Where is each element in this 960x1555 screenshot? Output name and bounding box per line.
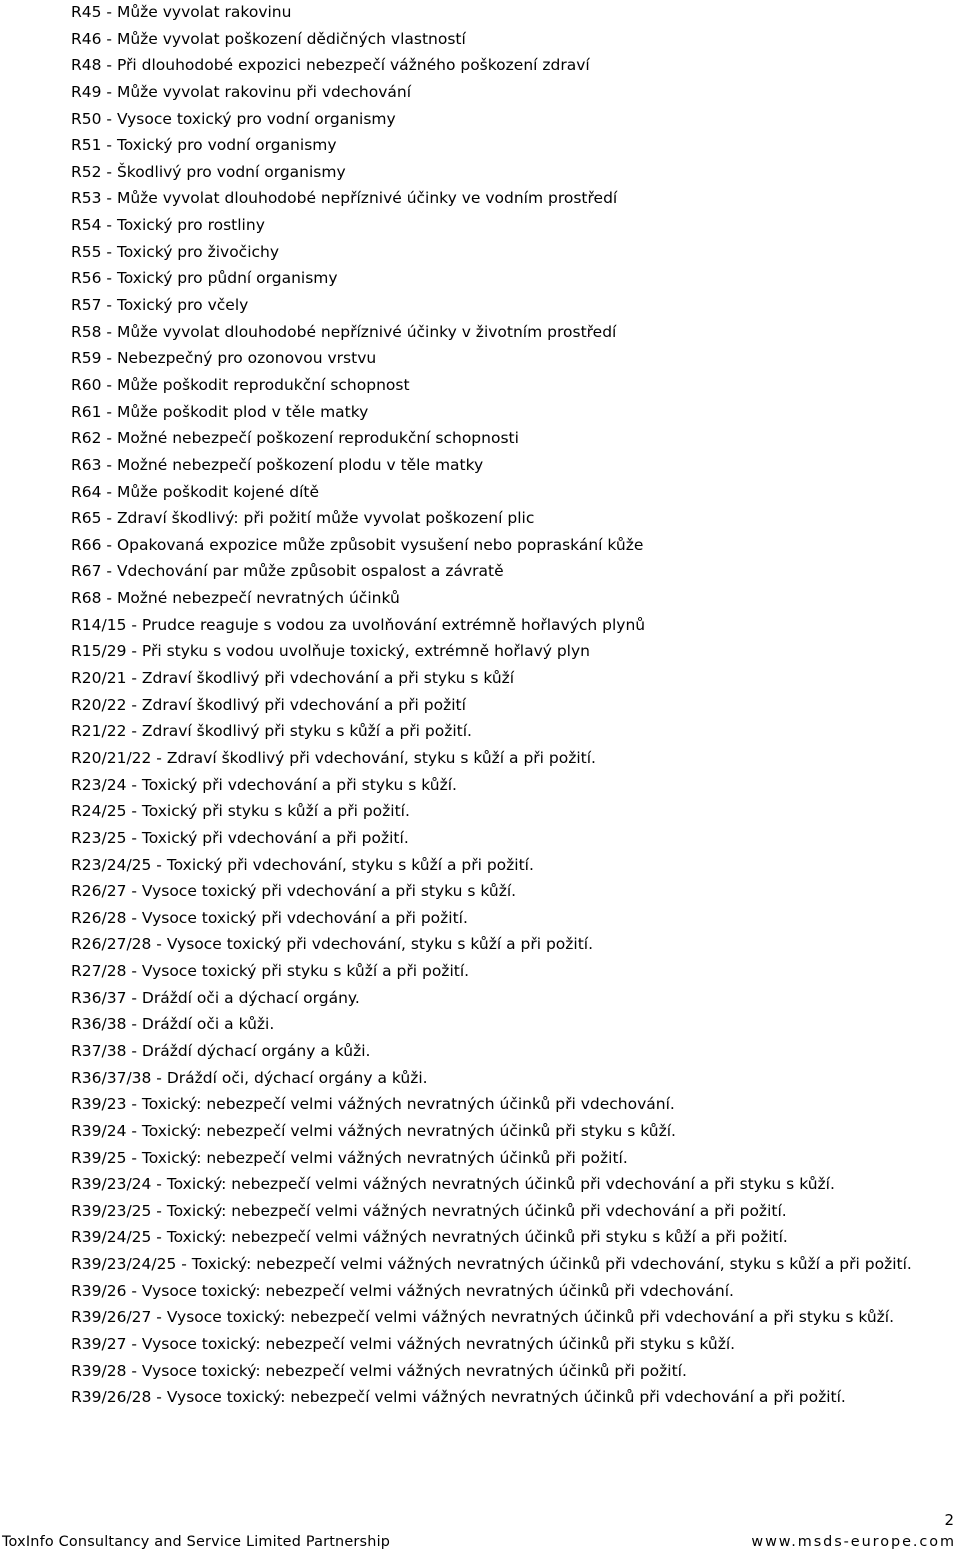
risk-phrase: R36/37 - Dráždí oči a dýchací orgány. xyxy=(71,988,360,1007)
risk-phrase: R54 - Toxický pro rostliny xyxy=(71,216,265,235)
risk-phrase: R53 - Může vyvolat dlouhodobé nepříznivé účinky ve vodním prostředí xyxy=(71,189,618,208)
risk-phrase: R27/28 - Vysoce toxický při styku s kůží a při požití. xyxy=(71,962,470,981)
risk-phrase: R60 - Může poškodit reprodukční schopnost xyxy=(71,375,410,394)
risk-phrase: R39/23/25 - Toxický: nebezpečí velmi vážných nevratných účinků při vdechování a při požití. xyxy=(71,1201,787,1220)
risk-phrase: R39/27 - Vysoce toxický: nebezpečí velmi vážných nevratných účinků při styku s kůží. xyxy=(71,1335,736,1354)
risk-phrase: R39/23 - Toxický: nebezpečí velmi vážných nevratných účinků při vdechování. xyxy=(71,1095,675,1114)
risk-phrase: R20/21/22 - Zdraví škodlivý při vdechování, styku s kůží a při požití. xyxy=(71,748,596,767)
risk-phrase: R68 - Možné nebezpečí nevratných účinků xyxy=(71,589,400,608)
risk-phrase: R58 - Může vyvolat dlouhodobé nepříznivé účinky v životním prostředí xyxy=(71,322,617,341)
risk-phrase: R50 - Vysoce toxický pro vodní organismy xyxy=(71,109,396,128)
risk-phrase: R37/38 - Dráždí dýchací orgány a kůži. xyxy=(71,1041,371,1060)
risk-phrase: R26/27/28 - Vysoce toxický při vdechování, styku s kůží a při požití. xyxy=(71,935,594,954)
risk-phrase: R61 - Může poškodit plod v těle matky xyxy=(71,402,369,421)
risk-phrase: R49 - Může vyvolat rakovinu při vdechování xyxy=(71,82,412,101)
page-number: 2 xyxy=(944,1511,954,1529)
risk-phrase: R39/28 - Vysoce toxický: nebezpečí velmi vážných nevratných účinků při požití. xyxy=(71,1361,687,1380)
risk-phrase: R26/27 - Vysoce toxický při vdechování a při styku s kůží. xyxy=(71,882,517,901)
risk-phrase-list xyxy=(71,2,916,1414)
risk-phrase: R55 - Toxický pro živočichy xyxy=(71,242,280,261)
risk-phrase: R65 - Zdraví škodlivý: při požití může vyvolat poškození plic xyxy=(71,509,535,528)
risk-phrase: R39/25 - Toxický: nebezpečí velmi vážných nevratných účinků při požití. xyxy=(71,1148,628,1167)
risk-phrase: R67 - Vdechování par může způsobit ospalost a závratě xyxy=(71,562,504,581)
risk-phrase: R26/28 - Vysoce toxický při vdechování a při požití. xyxy=(71,908,468,927)
risk-phrase: R23/24 - Toxický při vdechování a při styku s kůží. xyxy=(71,775,457,794)
risk-phrase: R23/25 - Toxický při vdechování a při požití. xyxy=(71,828,409,847)
risk-phrase: R24/25 - Toxický při styku s kůží a při požití. xyxy=(71,802,410,821)
risk-phrase: R48 - Při dlouhodobé expozici nebezpečí vážného poškození zdraví xyxy=(71,56,590,75)
risk-phrase: R57 - Toxický pro včely xyxy=(71,296,249,315)
risk-phrase: R56 - Toxický pro půdní organismy xyxy=(71,269,338,288)
footer-company-name: ToxInfo Consultancy and Service Limited Partnership xyxy=(2,1534,391,1550)
risk-phrase: R45 - Může vyvolat rakovinu xyxy=(71,3,292,21)
risk-phrase: R21/22 - Zdraví škodlivý při styku s kůží a při požití. xyxy=(71,722,472,741)
risk-phrase: R46 - Může vyvolat poškození dědičných vlastností xyxy=(71,29,466,48)
risk-phrase: R39/26 - Vysoce toxický: nebezpečí velmi vážných nevratných účinků při vdechování. xyxy=(71,1281,734,1300)
risk-phrase: R36/37/38 - Dráždí oči, dýchací orgány a kůži. xyxy=(71,1068,428,1087)
risk-phrase: R39/24/25 - Toxický: nebezpečí velmi vážných nevratných účinků při styku s kůží a při požití. xyxy=(71,1228,788,1247)
risk-phrase: R63 - Možné nebezpečí poškození plodu v těle matky xyxy=(71,455,484,474)
risk-phrase: R52 - Škodlivý pro vodní organismy xyxy=(71,162,346,181)
risk-phrase: R39/24 - Toxický: nebezpečí velmi vážných nevratných účinků při styku s kůží. xyxy=(71,1121,676,1140)
risk-phrase: R64 - Může poškodit kojené dítě xyxy=(71,482,319,501)
risk-phrase: R39/23/24/25 - Toxický: nebezpečí velmi vážných nevratných účinků při vdechování, styku s kůží a při požití. xyxy=(71,1255,912,1274)
risk-phrase: R14/15 - Prudce reaguje s vodou za uvolňování extrémně hořlavých plynů xyxy=(71,615,646,634)
risk-phrase: R39/26/27 - Vysoce toxický: nebezpečí velmi vážných nevratných účinků při vdechování a při styku s kůží. xyxy=(71,1308,895,1327)
risk-phrase: R39/26/28 - Vysoce toxický: nebezpečí velmi vážných nevratných účinků při vdechování a při požití. xyxy=(71,1388,846,1407)
risk-phrase: R59 - Nebezpečný pro ozonovou vrstvu xyxy=(71,349,377,368)
risk-phrase: R20/22 - Zdraví škodlivý při vdechování a při požití xyxy=(71,695,466,714)
risk-phrase: R66 - Opakovaná expozice může způsobit vysušení nebo popraskání kůže xyxy=(71,535,644,554)
risk-phrase: R51 - Toxický pro vodní organismy xyxy=(71,136,337,155)
risk-phrase: R20/21 - Zdraví škodlivý při vdechování a při styku s kůží xyxy=(71,669,515,688)
risk-phrase: R23/24/25 - Toxický při vdechování, styku s kůží a při požití. xyxy=(71,855,534,874)
risk-phrase: R62 - Možné nebezpečí poškození reprodukční schopnosti xyxy=(71,429,519,448)
risk-phrase: R15/29 - Při styku s vodou uvolňuje toxický, extrémně hořlavý plyn xyxy=(71,642,590,661)
risk-phrase: R39/23/24 - Toxický: nebezpečí velmi vážných nevratných účinků při vdechování a při styku s kůží. xyxy=(71,1175,835,1194)
risk-phrase: R36/38 - Dráždí oči a kůži. xyxy=(71,1015,275,1034)
footer-website: www.msds-europe.com xyxy=(751,1534,956,1550)
